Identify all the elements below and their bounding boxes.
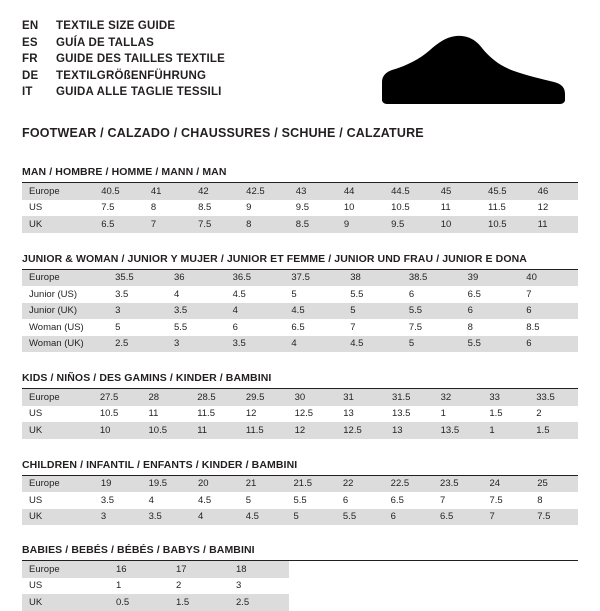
language-title: GUIDE DES TAILLES TEXTILE	[56, 53, 225, 65]
cell: 2	[176, 580, 182, 592]
cell: 32	[434, 389, 483, 406]
cell: 38	[343, 270, 402, 287]
language-code: DE	[22, 69, 39, 82]
section-kids	[22, 372, 578, 439]
cell: 13	[385, 422, 434, 439]
cell: 7.5	[408, 321, 423, 333]
cell: 43	[289, 183, 337, 200]
cell: 12	[288, 422, 337, 439]
cell: 19.5	[142, 476, 191, 493]
cell: 36.5	[226, 270, 285, 287]
document-header	[22, 18, 578, 112]
language-code: IT	[22, 86, 33, 98]
language-row	[22, 51, 225, 68]
cell: 10.5	[481, 216, 531, 233]
cell: 7.5	[101, 202, 115, 214]
cell: 1.5	[529, 422, 578, 439]
cell: 28	[142, 389, 191, 406]
cell: 27.5	[93, 389, 142, 406]
cell: 22.5	[384, 476, 433, 493]
table-row	[22, 578, 289, 595]
cell: 20	[191, 476, 239, 493]
cell: 28.5	[190, 389, 239, 406]
cell: 13.5	[434, 422, 483, 439]
cell: 4.5	[232, 288, 246, 300]
cell: 5.5	[350, 288, 364, 300]
language-title: GUÍA DE TALLAS	[56, 36, 154, 49]
table-row	[22, 492, 578, 509]
cell: 8.5	[198, 202, 212, 214]
size-table-babies	[22, 561, 289, 611]
section-title: MAN / HOMBRE / HOMME / MANN / MAN	[22, 166, 578, 183]
cell: 4.5	[239, 509, 287, 526]
cell: 10.5	[391, 202, 410, 214]
size-table-man	[22, 183, 578, 233]
cell: 44.5	[384, 183, 434, 200]
cell: 1	[440, 408, 446, 420]
cell: 45.5	[481, 183, 531, 200]
cell: 35.5	[108, 270, 167, 287]
cell: 10	[343, 202, 355, 214]
cell: 5	[287, 509, 336, 526]
cell: 16	[109, 561, 169, 578]
cell: 42	[191, 183, 239, 200]
section-title: KIDS / NIÑOS / DES GAMINS / KINDER / BAMBINI	[22, 372, 578, 389]
table-row	[22, 406, 578, 423]
cell: 0.5	[109, 594, 169, 611]
cell: 3	[236, 580, 242, 592]
cell: 6.5	[433, 509, 482, 526]
cell: 11	[190, 422, 239, 439]
row-label: US	[29, 494, 43, 506]
row-label: Junior (US)	[29, 288, 78, 300]
cell: 40	[519, 270, 578, 287]
cell: 3	[108, 303, 167, 320]
cell: 3	[94, 509, 142, 526]
cell: 12.5	[294, 408, 314, 420]
cell: 6.5	[390, 494, 404, 506]
cell: 5	[115, 321, 121, 333]
cell: 10	[93, 422, 142, 439]
cell: 31.5	[385, 389, 434, 406]
cell: 5	[245, 494, 252, 506]
section-babies	[22, 544, 578, 611]
cell: 33.5	[529, 389, 578, 406]
language-row	[22, 68, 225, 85]
cell: 4	[226, 303, 285, 320]
cell: 10.5	[99, 408, 119, 420]
row-label: Europe	[22, 476, 94, 493]
cell: 41	[144, 183, 191, 200]
language-code: ES	[22, 36, 38, 49]
table-row	[22, 286, 578, 303]
row-label: Woman (UK)	[22, 336, 108, 353]
cell: 7.5	[530, 509, 578, 526]
cell: 9	[246, 202, 252, 214]
language-title-list	[22, 18, 225, 101]
cell: 11.5	[239, 422, 288, 439]
cell: 6.5	[467, 288, 481, 300]
cell: 11.5	[488, 202, 506, 214]
cell: 6	[232, 321, 238, 333]
section-man	[22, 166, 578, 233]
cell: 6	[519, 303, 578, 320]
cell: 7	[144, 216, 191, 233]
cell: 11	[531, 216, 578, 233]
cell: 10.5	[142, 422, 191, 439]
cell: 21	[239, 476, 287, 493]
language-title: TEXTILGRÖßENFÜHRUNG	[56, 69, 207, 82]
table-row	[22, 200, 578, 217]
cell: 1.5	[489, 408, 503, 420]
dress-shoe-icon	[372, 26, 572, 112]
cell: 7	[526, 288, 532, 300]
cell: 2.5	[108, 336, 167, 353]
cell: 8	[537, 494, 543, 506]
cell: 21.5	[287, 476, 336, 493]
cell: 12.5	[336, 422, 385, 439]
cell: 36	[167, 270, 226, 287]
cell: 31	[336, 389, 385, 406]
row-label: US	[29, 580, 43, 592]
cell: 22	[336, 476, 384, 493]
cell: 8	[150, 202, 157, 214]
cell: 8	[467, 321, 473, 333]
table-row	[22, 561, 289, 578]
cell: 6.5	[291, 321, 305, 333]
cell: 40.5	[94, 183, 144, 200]
table-row	[22, 389, 578, 406]
cell: 12	[245, 408, 257, 420]
cell: 5.5	[336, 509, 384, 526]
cell: 30	[288, 389, 337, 406]
cell: 6	[342, 494, 349, 506]
cell: 2	[536, 408, 542, 420]
section-title: CHILDREN / INFANTIL / ENFANTS / KINDER / BAMBINI	[22, 459, 578, 476]
cell: 6	[384, 509, 433, 526]
cell: 3.5	[167, 303, 226, 320]
cell: 29.5	[239, 389, 288, 406]
table-row	[22, 476, 578, 493]
language-row	[22, 18, 225, 35]
cell: 1	[116, 580, 122, 592]
cell: 25	[530, 476, 578, 493]
cell: 7	[482, 509, 530, 526]
table-row	[22, 183, 578, 200]
cell: 9.5	[295, 202, 310, 214]
cell: 7.5	[489, 494, 503, 506]
row-label: Europe	[22, 561, 109, 578]
cell: 8.5	[289, 216, 337, 233]
table-row	[22, 270, 578, 287]
table-row	[22, 594, 289, 611]
cell: 17	[169, 561, 229, 578]
size-table-children	[22, 476, 578, 526]
cell: 5	[343, 303, 402, 320]
cell: 7.5	[191, 216, 239, 233]
language-row	[22, 84, 225, 101]
cell: 4	[148, 494, 154, 506]
cell: 3.5	[142, 509, 191, 526]
cell: 4	[191, 509, 239, 526]
language-code: FR	[22, 53, 38, 65]
cell: 9	[337, 216, 384, 233]
section-title: BABIES / BEBÉS / BÉBÉS / BABYS / BAMBINI	[22, 544, 578, 561]
row-label: UK	[22, 594, 109, 611]
cell: 5.5	[402, 303, 461, 320]
cell: 10	[434, 216, 481, 233]
cell: 5.5	[293, 494, 307, 506]
cell: 7	[440, 494, 446, 506]
table-row	[22, 422, 578, 439]
cell: 4	[284, 336, 343, 353]
cell: 4.5	[197, 494, 212, 506]
cell: 3.5	[100, 494, 115, 506]
cell: 3.5	[115, 288, 129, 300]
table-row	[22, 303, 578, 320]
language-title: TEXTILE SIZE GUIDE	[56, 20, 176, 32]
cell: 5.5	[461, 336, 520, 353]
cell: 11	[440, 202, 451, 214]
cell: 13	[343, 408, 354, 420]
cell: 11.5	[197, 408, 215, 420]
cell: 42.5	[239, 183, 289, 200]
cell: 46	[531, 183, 578, 200]
cell: 4.5	[343, 336, 402, 353]
cell: 1.5	[169, 594, 229, 611]
table-row	[22, 319, 578, 336]
cell: 2.5	[229, 594, 289, 611]
row-label: Europe	[22, 389, 93, 406]
row-label: UK	[22, 509, 94, 526]
language-title: GUIDA ALLE TAGLIE TESSILI	[56, 86, 222, 98]
cell: 24	[482, 476, 530, 493]
cell: 39	[461, 270, 520, 287]
cell: 6.5	[94, 216, 144, 233]
cell: 38.5	[402, 270, 461, 287]
cell: 3	[167, 336, 226, 353]
cell: 37.5	[284, 270, 343, 287]
cell: 8.5	[526, 321, 540, 333]
cell: 19	[94, 476, 142, 493]
cell: 8	[239, 216, 289, 233]
cell: 5	[291, 288, 297, 300]
cell: 3.5	[226, 336, 285, 353]
cell: 23.5	[433, 476, 482, 493]
language-code: EN	[22, 20, 39, 32]
cell: 5.5	[173, 321, 188, 333]
cell: 4	[173, 288, 180, 300]
row-label: US	[29, 202, 43, 214]
table-row	[22, 336, 578, 353]
cell: 11	[148, 408, 159, 420]
table-row	[22, 509, 578, 526]
cell: 4.5	[284, 303, 343, 320]
row-label: UK	[22, 216, 94, 233]
cell: 6	[519, 336, 578, 353]
cell: 45	[434, 183, 481, 200]
section-title: JUNIOR & WOMAN / JUNIOR Y MUJER / JUNIOR ET FEMME / JUNIOR UND FRAU / JUNIOR E DONA	[22, 253, 578, 270]
size-table-junior-woman	[22, 270, 578, 353]
cell: 13.5	[391, 408, 411, 420]
cell: 5	[402, 336, 461, 353]
row-label: Europe	[22, 183, 94, 200]
cell: 33	[482, 389, 529, 406]
cell: 7	[350, 321, 356, 333]
row-label: Europe	[22, 270, 108, 287]
row-label: US	[29, 408, 43, 420]
row-label: Woman (US)	[29, 321, 84, 333]
cell: 44	[337, 183, 384, 200]
section-junior-woman	[22, 253, 578, 353]
size-table-kids	[22, 389, 578, 439]
language-row	[22, 35, 225, 52]
cell: 1	[482, 422, 529, 439]
cell: 6	[461, 303, 520, 320]
row-label: UK	[22, 422, 93, 439]
cell: 6	[408, 288, 415, 300]
cell: 12	[537, 202, 549, 214]
section-children	[22, 459, 578, 526]
table-row	[22, 216, 578, 233]
cell: 9.5	[384, 216, 434, 233]
cell: 18	[229, 561, 289, 578]
row-label: Junior (UK)	[22, 303, 108, 320]
category-heading: FOOTWEAR / CALZADO / CHAUSSURES / SCHUHE / CALZATURE	[22, 126, 424, 140]
